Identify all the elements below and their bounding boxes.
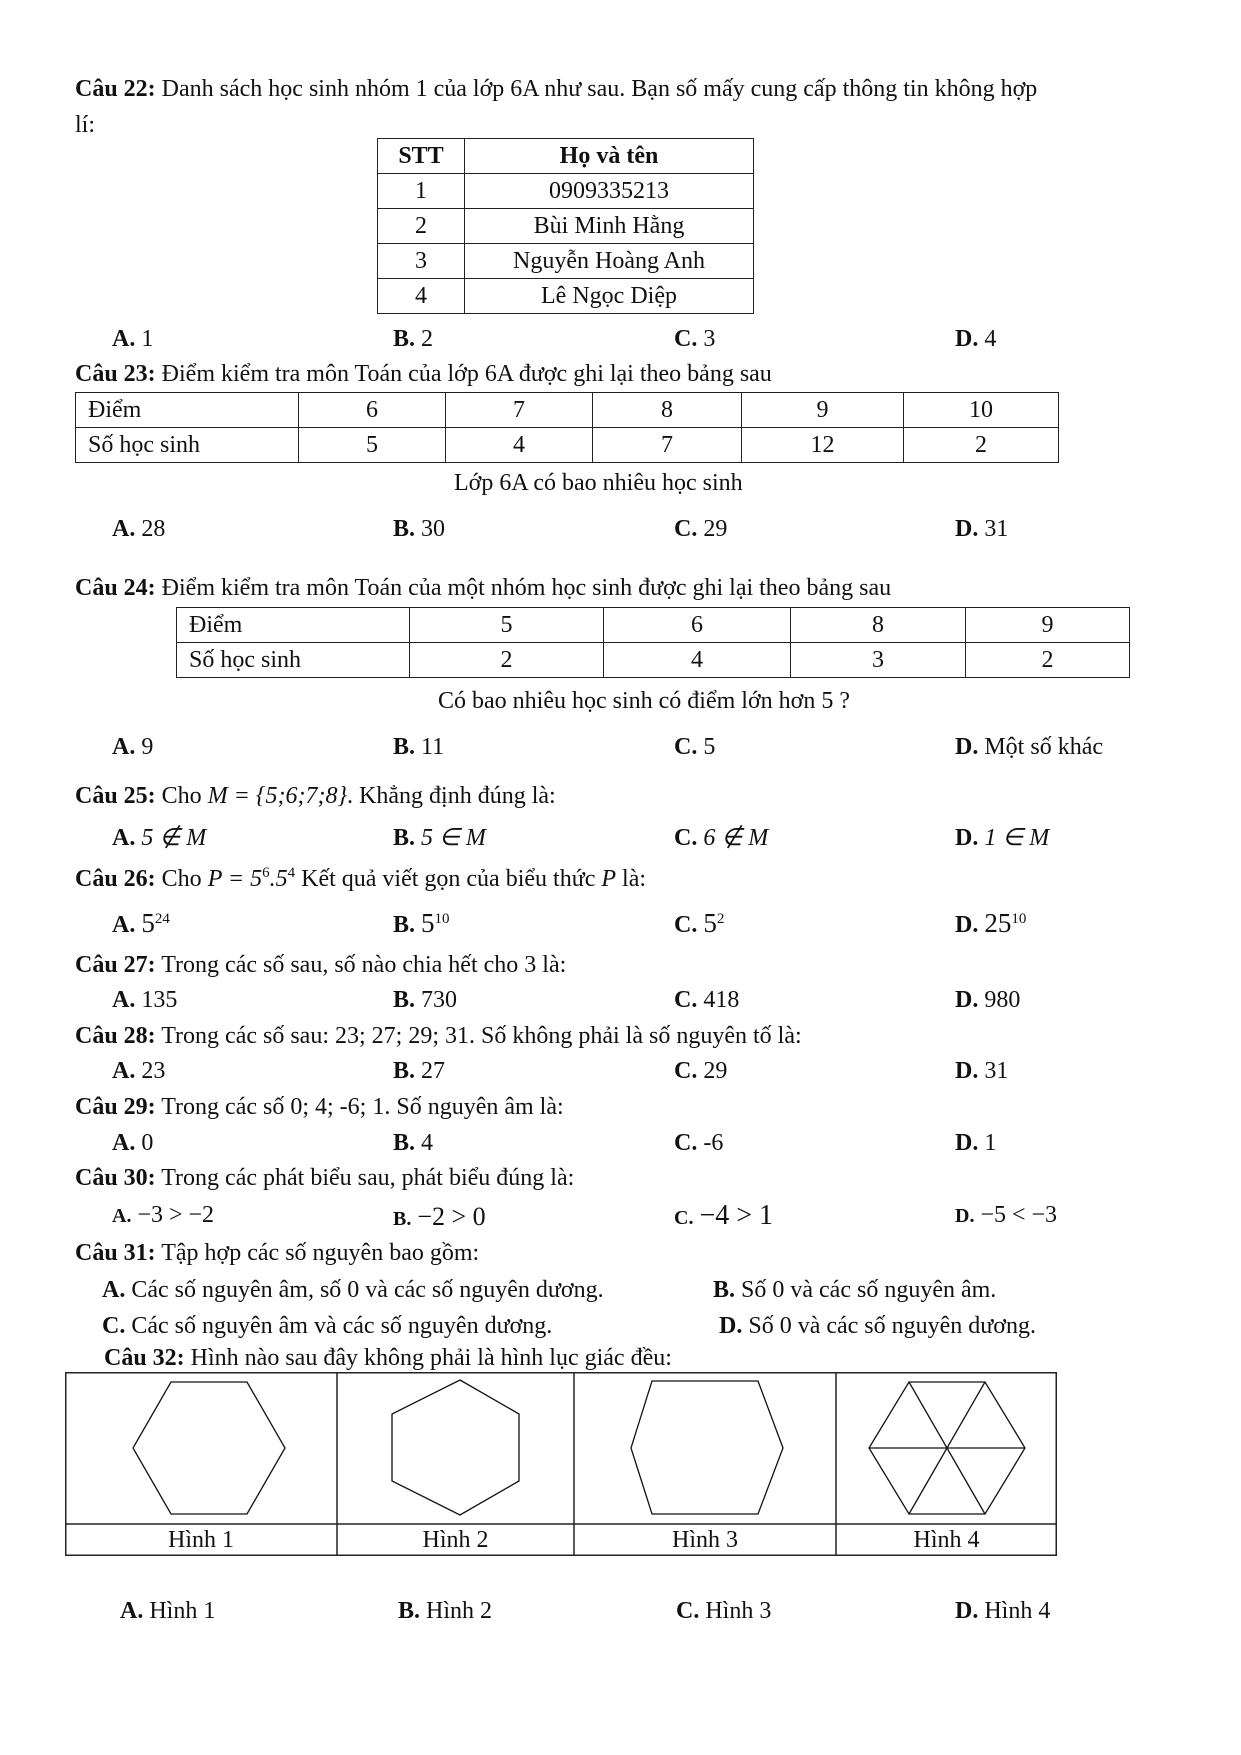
option-letter: A.: [112, 734, 136, 760]
option-text: −2 > 0: [417, 1202, 486, 1231]
option-text: 418: [697, 987, 740, 1013]
q26-label: Câu 26:: [75, 866, 156, 892]
table-cell: 6: [299, 393, 446, 428]
option-text: 30: [415, 516, 446, 542]
q27-option-a[interactable]: [112, 987, 177, 1014]
option-letter: D.: [955, 1130, 979, 1156]
table-cell: 3: [378, 244, 465, 279]
option-letter: A.: [112, 1058, 136, 1084]
option-text: Các số nguyên âm và các số nguyên dương.: [125, 1313, 553, 1339]
q27-label: Câu 27:: [75, 952, 156, 978]
q23-label: Câu 23:: [75, 361, 156, 387]
q22-label: Câu 22:: [75, 76, 156, 102]
q32-option-c[interactable]: [676, 1598, 771, 1625]
option-letter: C.: [674, 326, 698, 352]
q22-text: Danh sách học sinh nhóm 1 của lớp 6A như sau. Bạn số mấy cung cấp thông tin không hợp: [155, 76, 1038, 102]
q28-option-b[interactable]: [393, 1058, 445, 1085]
option-text: 3: [697, 326, 716, 352]
table-cell: 2: [378, 209, 465, 244]
q24-option-b[interactable]: [393, 734, 444, 761]
option-letter: B.: [393, 825, 416, 851]
option-text: Số 0 và các số nguyên dương.: [742, 1313, 1036, 1339]
q31-option-c[interactable]: [102, 1313, 552, 1340]
q22-question: [75, 76, 1037, 103]
q24-question: [75, 575, 891, 602]
table-row: [378, 174, 754, 209]
option-text: −4 > 1: [699, 1200, 774, 1231]
table-cell: 9: [966, 608, 1130, 643]
q23-option-d[interactable]: [955, 516, 1008, 543]
option-letter: C.: [674, 825, 698, 851]
option-text: 29: [697, 1058, 728, 1084]
table-cell: 4: [378, 279, 465, 314]
q32-text: Hình nào sau đây không phải là hình lục giác đều:: [184, 1345, 672, 1371]
option-text: 1: [978, 1130, 997, 1156]
table-cell: 9: [742, 393, 904, 428]
q29-option-d[interactable]: [955, 1130, 996, 1157]
q25-option-d[interactable]: [955, 823, 1049, 852]
option-text: −3 > −2: [137, 1202, 215, 1228]
q23-text: Điểm kiểm tra môn Toán của lớp 6A được ghi lại theo bảng sau: [155, 361, 772, 387]
option-letter: B.: [393, 987, 416, 1013]
q26-option-c[interactable]: [674, 908, 724, 939]
table-cell: 8: [791, 608, 966, 643]
q23-table: [75, 392, 1059, 463]
q24-table: [176, 607, 1130, 678]
q31-option-a[interactable]: [102, 1277, 604, 1304]
q24-option-d[interactable]: [955, 734, 1103, 761]
q24-label: Câu 24:: [75, 575, 156, 601]
option-letter: B.: [393, 912, 416, 938]
option-letter: D.: [955, 516, 979, 542]
option-base: 25: [984, 908, 1012, 938]
q25-post: . Khẳng định đúng là:: [347, 783, 556, 809]
option-text: 23: [135, 1058, 166, 1084]
option-letter: B.: [393, 734, 416, 760]
option-text: 5 ∉ M: [141, 825, 207, 851]
option-letter: D.: [955, 1058, 979, 1084]
figure-caption-4: Hình 4: [913, 1527, 980, 1553]
q26-question: [75, 865, 646, 893]
option-letter: B.: [393, 326, 416, 352]
table-cell: Điểm: [177, 608, 410, 643]
option-letter: C.: [102, 1313, 126, 1339]
q28-label: Câu 28:: [75, 1023, 156, 1049]
option-text: Các số nguyên âm, số 0 và các số nguyên dương.: [125, 1277, 604, 1303]
q22-question-cont: lí:: [75, 112, 96, 138]
q32-option-a[interactable]: [120, 1598, 215, 1625]
table-cell: 4: [604, 643, 791, 678]
option-letter: A.: [120, 1598, 144, 1624]
option-letter: D.: [955, 987, 979, 1013]
option-text: Hình 3: [699, 1598, 772, 1624]
option-base: 5: [141, 908, 155, 938]
option-letter: D.: [955, 825, 979, 851]
option-text: 135: [135, 987, 178, 1013]
option-text: 31: [978, 516, 1009, 542]
q30-text: Trong các phát biểu sau, phát biểu đúng là:: [155, 1165, 575, 1191]
q30-question: [75, 1165, 574, 1192]
option-exp: 24: [154, 911, 170, 927]
option-text: 29: [697, 516, 728, 542]
table-cell: 12: [742, 428, 904, 463]
table-cell: Bùi Minh Hằng: [465, 209, 754, 244]
option-text: 9: [135, 734, 154, 760]
table-row: [378, 279, 754, 314]
option-letter: B.: [393, 1208, 412, 1230]
option-letter: C.: [674, 516, 698, 542]
table-cell: 2: [904, 428, 1059, 463]
table-cell: 5: [299, 428, 446, 463]
table-row: [378, 244, 754, 279]
option-base: 5: [421, 908, 435, 938]
q26-expr-base: P = 5: [207, 866, 263, 892]
table-row: [378, 209, 754, 244]
q27-option-c[interactable]: [674, 987, 739, 1014]
table-cell: 1: [378, 174, 465, 209]
option-letter: D.: [955, 1598, 979, 1624]
table-cell: 2: [966, 643, 1130, 678]
q26-expr-exp1: 6: [262, 865, 270, 881]
table-cell: Nguyễn Hoàng Anh: [465, 244, 754, 279]
q22-option-c[interactable]: [674, 326, 715, 353]
option-text: 4: [978, 326, 997, 352]
q30-option-d[interactable]: [955, 1202, 1057, 1229]
q26-var: P: [601, 866, 617, 892]
q29-option-a[interactable]: [112, 1130, 153, 1157]
option-text: Số 0 và các số nguyên âm.: [735, 1277, 997, 1303]
option-letter: C.: [674, 1207, 694, 1229]
q30-option-a[interactable]: [112, 1202, 214, 1229]
option-text: 11: [415, 734, 445, 760]
option-text: Hình 1: [143, 1598, 216, 1624]
table-row: [76, 393, 1059, 428]
q31-option-b[interactable]: [713, 1277, 996, 1304]
q25-option-c[interactable]: [674, 823, 768, 852]
option-text: 5 ∈ M: [421, 825, 486, 851]
q29-label: Câu 29:: [75, 1094, 156, 1120]
q26-expr-mid: .5: [269, 866, 288, 892]
q23-question: [75, 361, 772, 388]
option-text: Hình 4: [978, 1598, 1051, 1624]
option-text: 0: [135, 1130, 154, 1156]
q29-text: Trong các số 0; 4; -6; 1. Số nguyên âm là:: [155, 1094, 564, 1120]
q27-option-b[interactable]: [393, 987, 457, 1014]
q29-option-c[interactable]: [674, 1130, 723, 1157]
q22-option-a[interactable]: [112, 326, 153, 353]
hexagon-figure-2: [392, 1380, 519, 1515]
option-text: Một số khác: [978, 734, 1103, 760]
q23-option-b[interactable]: [393, 516, 445, 543]
option-text: 6 ∉ M: [703, 825, 769, 851]
q30-option-c[interactable]: [674, 1200, 773, 1232]
option-letter: D.: [955, 734, 979, 760]
q26-option-a[interactable]: [112, 908, 170, 939]
option-text: 2: [415, 326, 434, 352]
option-text: Hình 2: [420, 1598, 493, 1624]
q30-label: Câu 30:: [75, 1165, 156, 1191]
q31-question: [75, 1240, 479, 1267]
table-cell: 7: [593, 428, 742, 463]
q24-text: Điểm kiểm tra môn Toán của một nhóm học sinh được ghi lại theo bảng sau: [155, 575, 892, 601]
table-cell: 2: [410, 643, 604, 678]
option-letter: C.: [674, 734, 698, 760]
option-text: 28: [135, 516, 166, 542]
option-letter: A.: [112, 912, 136, 938]
option-letter: A.: [112, 326, 136, 352]
table-cell: 3: [791, 643, 966, 678]
q28-text: Trong các số sau: 23; 27; 29; 31. Số không phải là số nguyên tố là:: [155, 1023, 802, 1049]
q27-text: Trong các số sau, số nào chia hết cho 3 là:: [155, 952, 567, 978]
q27-question: [75, 952, 566, 979]
option-letter: A.: [112, 987, 136, 1013]
option-text: 27: [415, 1058, 446, 1084]
q32-option-d[interactable]: [955, 1598, 1050, 1625]
option-text: -6: [697, 1130, 724, 1156]
option-letter: D.: [955, 912, 979, 938]
option-letter: B.: [713, 1277, 736, 1303]
q26-option-b[interactable]: [393, 908, 450, 939]
q25-label: Câu 25:: [75, 783, 156, 809]
table-row: [76, 428, 1059, 463]
table-cell: 0909335213: [465, 174, 754, 209]
q24-caption: Có bao nhiêu học sinh có điểm lớn hơn 5 ?: [438, 688, 850, 714]
table-cell: 10: [904, 393, 1059, 428]
q32-option-b[interactable]: [398, 1598, 492, 1625]
table-cell: Điểm: [76, 393, 299, 428]
q25-set: M = {5;6;7;8}: [207, 783, 348, 809]
option-text: 5: [697, 734, 716, 760]
q25-question: [75, 783, 556, 810]
q26-option-d[interactable]: [955, 908, 1026, 939]
q23-caption: Lớp 6A có bao nhiêu học sinh: [454, 470, 743, 496]
q31-text: Tập hợp các số nguyên bao gồm:: [155, 1240, 480, 1266]
option-letter: A.: [102, 1277, 126, 1303]
table-row: [177, 608, 1130, 643]
option-letter: C.: [676, 1598, 700, 1624]
q28-option-d[interactable]: [955, 1058, 1008, 1085]
table-cell: 4: [446, 428, 593, 463]
option-letter: B.: [393, 516, 416, 542]
q32-figure-grid: [65, 1372, 1057, 1556]
option-letter: C.: [674, 1058, 698, 1084]
option-exp: 2: [716, 911, 725, 927]
option-text: −5 < −3: [980, 1202, 1058, 1228]
q29-option-b[interactable]: [393, 1130, 433, 1157]
q29-question: [75, 1094, 564, 1121]
table-row: [177, 643, 1130, 678]
option-letter: C.: [674, 987, 698, 1013]
q23-option-c[interactable]: [674, 516, 727, 543]
q26-post: Kết quả viết gọn của biểu thức: [295, 866, 602, 892]
option-letter: D.: [719, 1313, 743, 1339]
q25-pre: Cho: [155, 783, 208, 809]
q26-post2: là:: [616, 866, 647, 892]
q22-table: [377, 138, 754, 314]
option-text: 730: [415, 987, 458, 1013]
table-cell: Số học sinh: [177, 643, 410, 678]
option-text: 980: [978, 987, 1021, 1013]
option-letter: A.: [112, 1130, 136, 1156]
option-letter: B.: [393, 1058, 416, 1084]
table-cell: 8: [593, 393, 742, 428]
table-cell: 5: [410, 608, 604, 643]
q32-question: [104, 1345, 672, 1372]
q31-label: Câu 31:: [75, 1240, 156, 1266]
hexagon-figure-1: [133, 1382, 285, 1514]
hexagon-figure-3: [631, 1381, 783, 1514]
q22-option-d[interactable]: [955, 326, 996, 353]
option-text: 1: [135, 326, 154, 352]
option-letter: A.: [112, 1205, 132, 1227]
option-text: 4: [415, 1130, 434, 1156]
q26-expr-exp2: 4: [287, 865, 296, 881]
q27-option-d[interactable]: [955, 987, 1020, 1014]
option-text: 1 ∈ M: [984, 825, 1050, 851]
option-letter: B.: [398, 1598, 421, 1624]
option-exp: 10: [1011, 911, 1027, 927]
figure-caption-3: Hình 3: [672, 1527, 738, 1553]
option-letter: D.: [955, 1205, 975, 1227]
option-letter: C.: [674, 1130, 698, 1156]
q24-option-a[interactable]: [112, 734, 153, 761]
option-letter: A.: [112, 825, 136, 851]
option-letter: B.: [393, 1130, 416, 1156]
q23-option-a[interactable]: [112, 516, 165, 543]
table-cell: 7: [446, 393, 593, 428]
option-letter: A.: [112, 516, 136, 542]
q32-label: Câu 32:: [104, 1345, 185, 1371]
option-text: 31: [978, 1058, 1009, 1084]
figure-caption-1: Hình 1: [168, 1527, 234, 1553]
q25-option-b[interactable]: [393, 823, 486, 852]
q26-pre: Cho: [155, 866, 208, 892]
q22-header-stt: STT: [378, 139, 465, 174]
q31-option-d[interactable]: [719, 1313, 1036, 1340]
q30-option-b[interactable]: [393, 1202, 486, 1232]
q28-question: [75, 1023, 802, 1050]
q22-header-name: Họ và tên: [465, 139, 754, 174]
table-cell: 6: [604, 608, 791, 643]
q24-option-c[interactable]: [674, 734, 715, 761]
table-cell: Số học sinh: [76, 428, 299, 463]
option-exp: 10: [434, 911, 450, 927]
option-letter: C.: [674, 912, 698, 938]
option-letter: D.: [955, 326, 979, 352]
q22-option-b[interactable]: [393, 326, 433, 353]
figure-caption-2: Hình 2: [422, 1527, 489, 1553]
q28-option-a[interactable]: [112, 1058, 165, 1085]
q28-option-c[interactable]: [674, 1058, 727, 1085]
table-cell: Lê Ngọc Diệp: [465, 279, 754, 314]
q25-option-a[interactable]: [112, 823, 206, 852]
option-base: 5: [703, 908, 717, 938]
